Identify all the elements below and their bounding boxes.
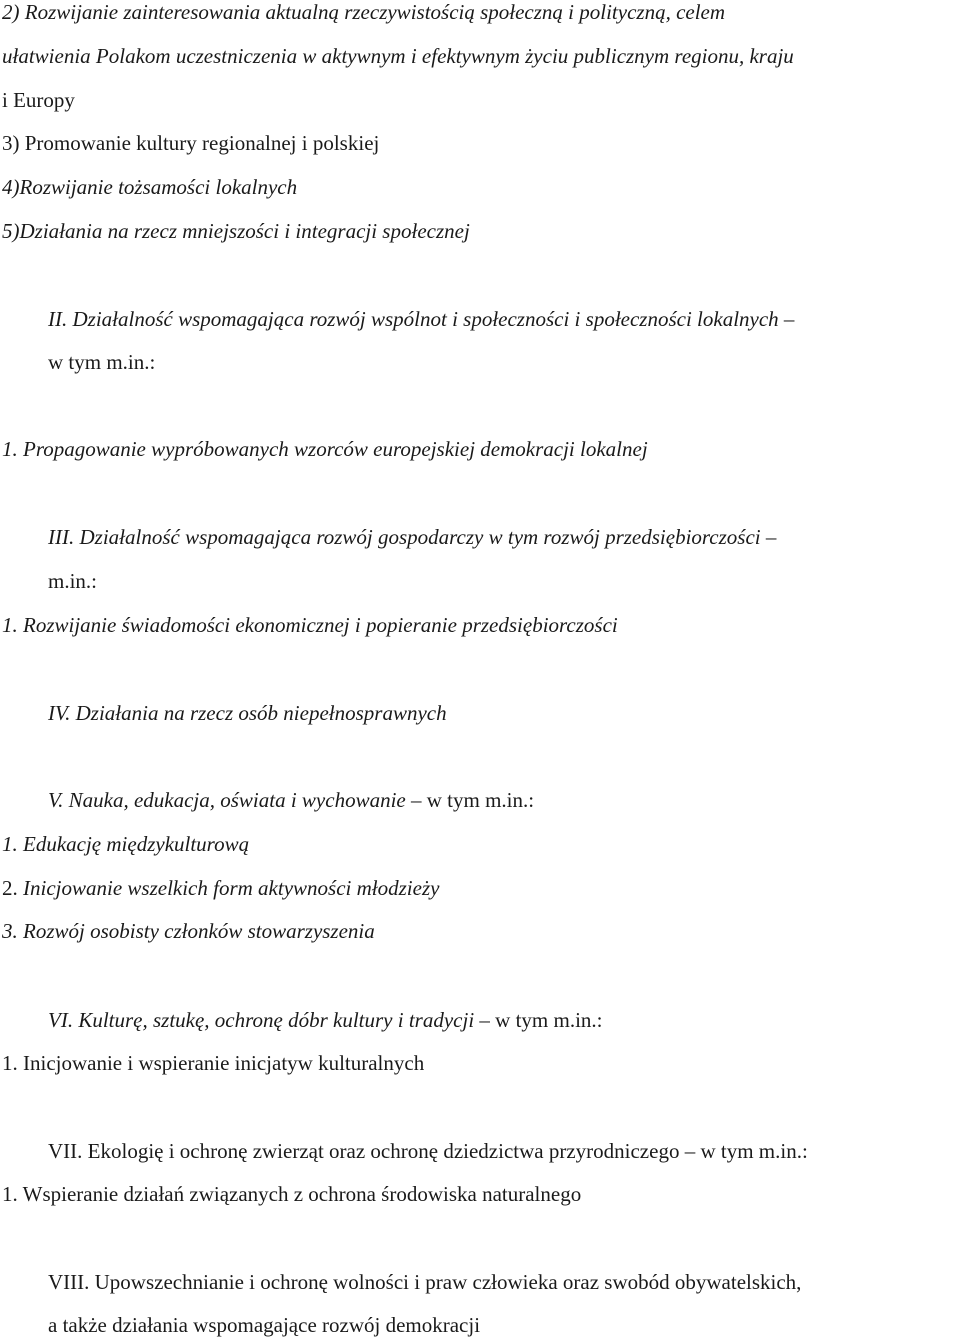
line-text: 1. Edukację międzykulturową [2,832,250,856]
line-text: w tym m.in.: [421,788,535,812]
line-text: 3. Rozwój osobisty członków stowarzyszenia [2,919,375,943]
line-text: 5)Działania na rzecz mniejszości i integracji społecznej [2,219,470,243]
line-text: 4)Rozwijanie tożsamości lokalnych [2,175,298,199]
line-text: 1. Rozwijanie świadomości ekonomicznej i popieranie przedsiębiorczości [2,613,618,637]
line-text: ułatwienia Polakom uczestniczenia w aktywnym i efektywnym życiu publicznym regionu, kraju [2,44,794,68]
line-text: 1. Wspieranie działań związanych z ochrona środowiska naturalnego [2,1182,582,1206]
section-heading [48,1141,808,1162]
section-heading-continuation [48,571,97,592]
section-heading [48,790,534,811]
list-item [2,878,439,899]
section-heading [48,1010,603,1031]
paragraph-line [2,2,725,23]
line-text: 2) Rozwijanie zainteresowania aktualną rzeczywistością społeczną i polityczną, celem [2,0,726,24]
list-item [2,177,297,198]
line-text: 1. Inicjowanie i wspieranie inicjatyw kulturalnych [2,1051,425,1075]
line-text: VI. Kulturę, sztukę, ochronę dóbr kultury i tradycji – [48,1008,490,1032]
paragraph-line [2,46,794,67]
list-item [2,133,379,154]
list-item [2,439,648,460]
line-text: w tym m.in.: [48,350,156,374]
line-text: V. Nauka, edukacja, oświata i wychowanie – [48,788,422,812]
list-item [2,1184,581,1205]
section-heading-continuation [48,352,155,373]
line-text: m.in.: [48,569,98,593]
line-text: Inicjowanie wszelkich form aktywności młodzieży [23,876,440,900]
line-text: i Europy [2,88,75,112]
line-text: a także działania wspomagające rozwój demokracji [48,1313,481,1337]
section-heading [48,703,447,724]
line-text: VII. Ekologię i ochronę zwierząt oraz ochronę dziedzictwa przyrodniczego – w tym m.in.: [48,1139,808,1163]
line-text: VIII. Upowszechnianie i ochronę wolności i praw człowieka oraz swobód obywatelskich, [48,1270,802,1294]
line-text: 2. [2,876,23,900]
line-text: III. Działalność wspomagająca rozwój gospodarczy w tym rozwój przedsiębiorczości – [48,525,777,549]
paragraph-line [2,90,75,111]
line-text: 3) Promowanie kultury regionalnej i polskiej [2,131,380,155]
section-heading [48,527,776,548]
line-text: IV. Działania na rzecz osób niepełnosprawnych [48,701,447,725]
list-item [2,221,470,242]
list-item [2,921,375,942]
list-item [2,834,249,855]
section-heading-continuation [48,1315,480,1336]
line-text: w tym m.in.: [489,1008,603,1032]
list-item [2,1053,424,1074]
list-item [2,615,618,636]
section-heading [48,309,794,330]
section-heading [48,1272,801,1293]
line-text: II. Działalność wspomagająca rozwój wspólnot i społeczności i społeczności lokalnych – [48,307,795,331]
line-text: 1. Propagowanie wypróbowanych wzorców europejskiej demokracji lokalnej [2,437,648,461]
